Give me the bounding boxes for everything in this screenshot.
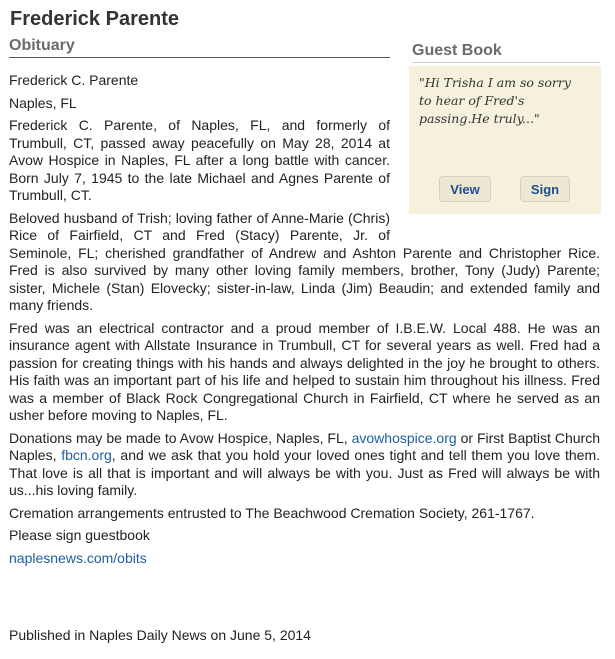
obituary-section-heading: Obituary xyxy=(9,37,390,58)
fbcn-link[interactable]: fbcn.org xyxy=(61,447,112,463)
sign-guestbook-prompt: Please sign guestbook xyxy=(9,527,150,543)
donations-text-c: , and we ask that you hold your loved ones tight and tell them you love them. That love is all that is important and will always be with you. Just as Fred will always be with us...his loving family. xyxy=(9,447,600,498)
guest-book-heading: Guest Book xyxy=(412,42,600,63)
obituary-paragraph-1: Frederick C. Parente, of Naples, FL, and formerly of Trumbull, CT, passed away peacefully on May 28, 2014 at Avow Hospice in Naples, FL after a long battle with cancer. Born July 7, 1945 to the late Michael and Agnes Parente of Trumbull, CT. xyxy=(9,117,390,203)
obituary-body xyxy=(9,72,600,572)
guest-book-spacer xyxy=(390,72,600,240)
sign-guestbook-button[interactable]: Sign xyxy=(520,176,570,202)
obituary-paragraph-3: Fred was an electrical contractor and a proud member of I.B.E.W. Local 488. He was an insurance agent with Allstate Insurance in Trumbull, CT for several years as well. Fred had a passion for creating things with his hands and always delighted in the joy he brought to others. His faith was an important part of his life and helped to sustain him throughout his illness. Fred was a member of Black Rock Congregational Church in Fairfield, CT where he served as an usher before moving to Naples, FL. xyxy=(9,319,600,423)
location-line: Naples, FL xyxy=(9,94,77,111)
naplesnews-obits-link[interactable]: naplesnews.com/obits xyxy=(9,549,147,566)
deceased-name-line: Frederick C. Parente xyxy=(9,72,139,88)
view-guestbook-button[interactable]: View xyxy=(439,176,491,202)
donations-text-b: or First Baptist Church Naples, xyxy=(9,429,601,463)
page-title: Frederick Parente xyxy=(10,8,179,30)
published-notice: Published in Naples Daily News on June 5, 2014 xyxy=(9,627,311,643)
donations-text-a: Donations may be made to Avow Hospice, Naples, FL, xyxy=(9,429,352,446)
cremation-paragraph: Cremation arrangements entrusted to The Beachwood Cremation Society, 261-1767. xyxy=(9,504,535,521)
avowhospice-link[interactable]: avowhospice.org xyxy=(351,429,457,446)
guest-book-entry-quote[interactable]: "Hi Trisha I am so sorry to hear of Fred's passing.He truly..." xyxy=(419,75,571,126)
donations-paragraph xyxy=(9,430,600,500)
obituary-paragraph-2: Beloved husband of Trish; loving father of Anne-Marie (Chris) Rice of Fairfield, CT and Fred (Stacy) Parente, Jr. of Seminole, FL; cherished grandfather of Andrew and Ashton Parente and Christopher Rice. Fred is also survived by many other loving family members, brother, Tony (Judy) Parente; sister, Michele (Stan) Elovecky; sister-in-law, Linda (Jim) Beaudin; and extended family and many friends. xyxy=(9,209,600,313)
